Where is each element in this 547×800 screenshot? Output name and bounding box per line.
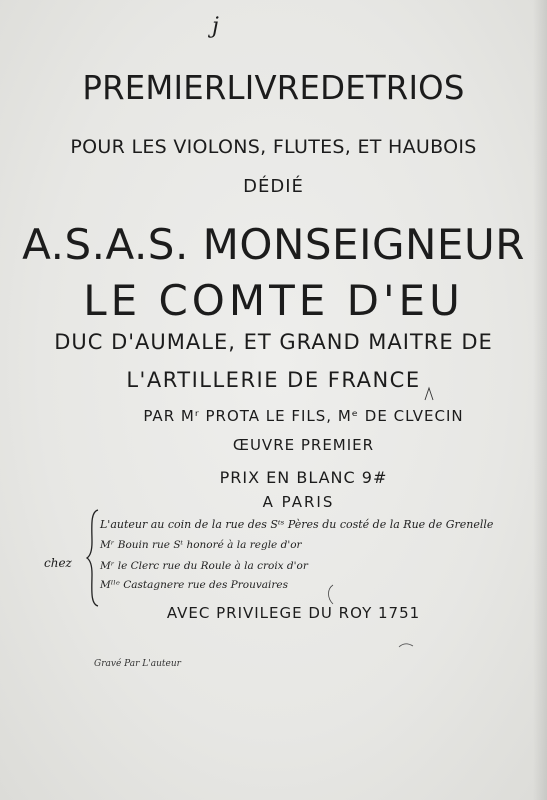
ink-flourish — [325, 584, 337, 606]
page-edge-shadow — [533, 0, 547, 800]
engraver-credit: Gravé Par L'auteur — [94, 659, 181, 669]
address-line-2: Mʳ Bouin rue Sᵗ honoré à la regle d'or — [100, 539, 302, 551]
ink-mark — [398, 642, 414, 650]
main-title: PREMIERLIVREDETRIOS — [82, 68, 465, 107]
page-mark — [212, 14, 222, 42]
dedicatee-line-3: DUC D'AUMALE, ET GRAND MAITRE DE — [54, 330, 493, 354]
dedicatee-line-4: L'ARTILLERIE DE FRANCE — [126, 368, 421, 392]
address-line-4: Mˡˡᵉ Castagnere rue des Prouvaires — [100, 579, 289, 591]
address-line-1: L'auteur au coin de la rue des Sᵗˢ Pères du costé de la Rue de Grenelle — [100, 518, 494, 531]
dedie-line: DÉDIÉ — [243, 176, 304, 197]
privilege-line: AVEC PRIVILEGE DU ROY 1751 — [166, 604, 421, 622]
accent-caret — [424, 386, 434, 402]
composer-line: PAR Mʳ PROTA LE FILS, Mᵉ DE CLVECIN — [143, 407, 464, 425]
place-line: A PARIS — [262, 493, 335, 511]
chez-label: chez — [44, 556, 72, 570]
instruments-line: POUR LES VIOLONS, FLUTES, ET HAUBOIS — [70, 136, 477, 158]
opus-line: ŒUVRE PREMIER — [232, 436, 375, 454]
address-brace — [86, 508, 100, 608]
address-line-3: Mʳ le Clerc rue du Roule à la croix d'or — [100, 560, 308, 572]
dedicatee-line-1: A.S.A.S. MONSEIGNEUR — [22, 220, 525, 269]
dedicatee-line-2: LE COMTE D'EU — [83, 276, 464, 325]
price-line: PRIX EN BLANC 9# — [219, 468, 388, 487]
page-mark-text: j — [212, 14, 219, 39]
